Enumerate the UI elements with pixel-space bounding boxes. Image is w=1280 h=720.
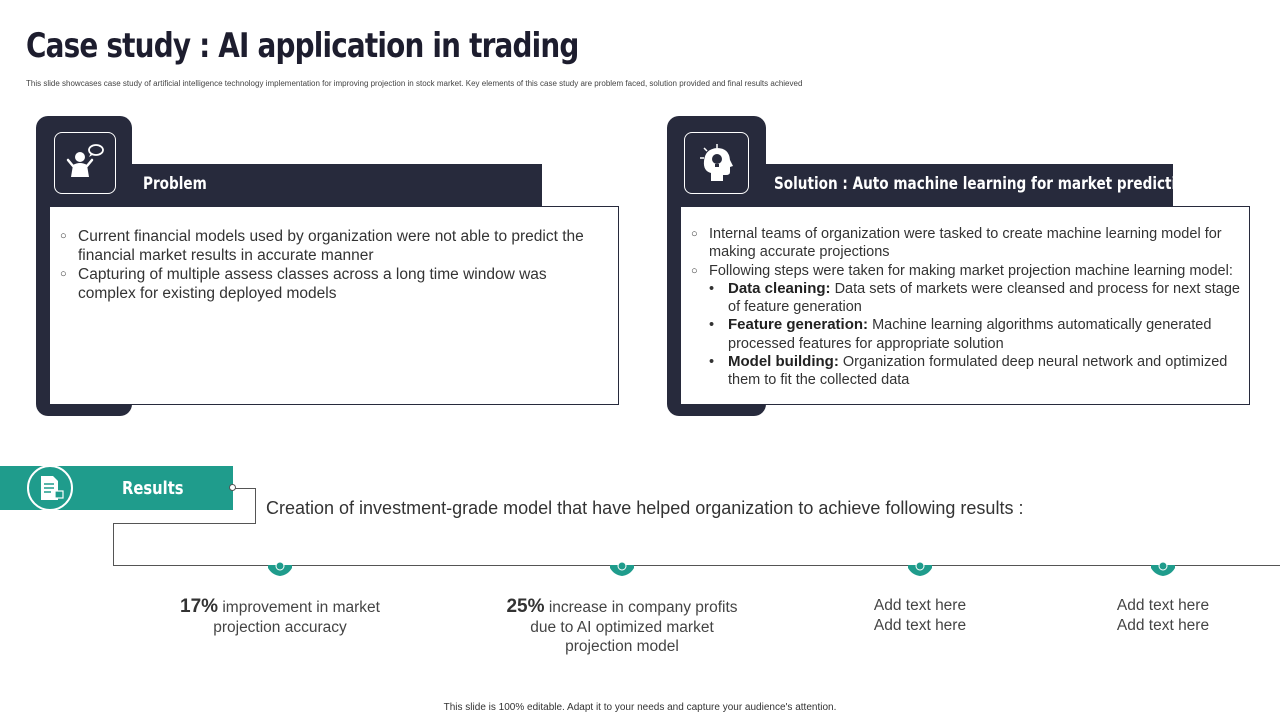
connector-dot — [229, 484, 236, 491]
result-item — [1103, 596, 1223, 635]
result-item — [180, 597, 380, 637]
result-value: 25% — [506, 596, 545, 617]
step-item — [709, 280, 1251, 317]
problem-header: Problem — [143, 174, 207, 194]
connector-line — [233, 488, 255, 489]
page-title: Case study : AI application in trading — [26, 26, 579, 66]
result-text: increase in company profits due to AI optimized market projection model — [530, 599, 738, 655]
result-text: improvement in market projection accuracy — [213, 599, 380, 636]
solution-panel — [680, 206, 1250, 405]
results-label: Results — [122, 478, 184, 499]
list-item: ○ Capturing of multiple assess classes across a long time window was complex for existing deployed models — [60, 265, 608, 303]
step-label: Feature generation: — [728, 316, 869, 334]
speaking-person-icon — [63, 141, 107, 185]
list-item: ○ Current financial models used by organization were not able to predict the financial market results in accurate manner — [60, 227, 608, 265]
steps-list — [709, 280, 1251, 390]
list-item-text: Following steps were taken for making market projection machine learning model: — [709, 262, 1233, 279]
step-text: Data sets of markets were cleansed and process for next stage of feature generation — [728, 280, 1240, 316]
solution-icon-box — [684, 132, 749, 194]
result-item — [497, 597, 747, 657]
solution-header: Solution : Auto machine learning for market prediction — [774, 174, 1196, 194]
timeline-marker — [610, 559, 634, 577]
solution-list — [691, 225, 1251, 390]
problem-panel — [49, 206, 619, 405]
timeline-marker — [268, 559, 292, 577]
step-text: Organization formulated deep neural network and optimized them to fit the collected data — [728, 354, 1228, 389]
result-item — [860, 596, 980, 635]
results-description: Creation of investment-grade model that have helped organization to achieve following results : — [266, 498, 1024, 518]
timeline-marker — [1151, 559, 1175, 577]
connector-line — [113, 523, 114, 565]
result-text: Add text here Add text here — [1116, 597, 1210, 634]
footer-note: This slide is 100% editable. Adapt it to your needs and capture your audience's attention. — [443, 702, 837, 713]
step-text: Machine learning algorithms automatically generated processed features for appropriate solution — [728, 317, 1212, 352]
problem-icon-box — [54, 132, 116, 194]
problem-list — [60, 227, 608, 303]
connector-line — [255, 488, 256, 524]
step-label: Data cleaning: — [728, 279, 831, 297]
result-text: Add text here Add text here — [873, 597, 967, 634]
ai-head-lightbulb-icon — [695, 141, 739, 185]
timeline-marker — [908, 559, 932, 577]
step-item — [709, 353, 1251, 390]
document-report-icon — [35, 473, 65, 503]
connector-line — [113, 523, 256, 524]
results-icon-circle — [27, 465, 73, 511]
result-value: 17% — [180, 596, 219, 617]
step-label: Model building: — [728, 353, 839, 371]
step-item — [709, 316, 1251, 353]
list-item: ○ Internal teams of organization were tasked to create machine learning model for making accurate projections — [691, 225, 1251, 262]
page-subtitle: This slide showcases case study of artificial intelligence technology implementation for improving projection in stock market. Key elements of this case study are problem faced, solution provided and final results achieved — [26, 79, 803, 88]
list-item — [691, 262, 1251, 390]
